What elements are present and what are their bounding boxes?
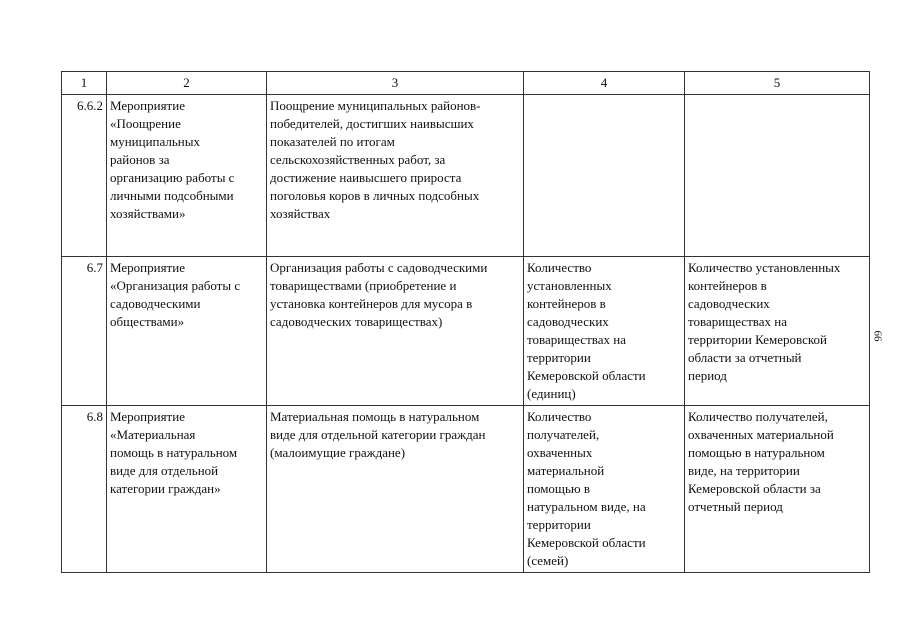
measure-name: Мероприятие «Материальная помощь в натуральном виде для отдельной категории граждан» bbox=[107, 406, 267, 573]
table-row bbox=[62, 95, 870, 257]
header-row bbox=[62, 72, 870, 95]
header-col-1: 1 bbox=[62, 72, 107, 95]
header-col-2: 2 bbox=[107, 72, 267, 95]
table-row bbox=[62, 257, 870, 406]
measure-description: Организация работы с садоводческими товариществами (приобретение и установка контейнеров для мусора в садоводческих товариществах) bbox=[267, 257, 524, 406]
page-number: 66 bbox=[871, 330, 884, 342]
indicator-method: Количество установленных контейнеров в садоводческих товариществах на территории Кемеровской области за отчетный период bbox=[685, 257, 870, 406]
indicator-name bbox=[524, 95, 685, 257]
indicator-name: Количество установленных контейнеров в садоводческих товариществах на территории Кемеровской области (единиц) bbox=[524, 257, 685, 406]
header-col-5: 5 bbox=[685, 72, 870, 95]
row-number: 6.7 bbox=[62, 257, 107, 406]
header-col-3: 3 bbox=[267, 72, 524, 95]
header-col-4: 4 bbox=[524, 72, 685, 95]
indicator-name: Количество получателей, охваченных материальной помощью в натуральном виде, на территории Кемеровской области (семей) bbox=[524, 406, 685, 573]
measure-description: Поощрение муниципальных районов- победителей, достигших наивысших показателей по итогам сельскохозяйственных работ, за достижение наивысшего прироста поголовья коров в личных подсобных хозяйствах bbox=[267, 95, 524, 257]
measure-description: Материальная помощь в натуральном виде для отдельной категории граждан (малоимущие граждане) bbox=[267, 406, 524, 573]
program-table bbox=[61, 71, 870, 573]
table-row bbox=[62, 406, 870, 573]
row-number: 6.8 bbox=[62, 406, 107, 573]
indicator-method bbox=[685, 95, 870, 257]
row-number: 6.6.2 bbox=[62, 95, 107, 257]
measure-name: Мероприятие «Организация работы с садоводческими обществами» bbox=[107, 257, 267, 406]
measure-name: Мероприятие «Поощрение муниципальных районов за организацию работы с личными подсобными хозяйствами» bbox=[107, 95, 267, 257]
indicator-method: Количество получателей, охваченных материальной помощью в натуральном виде, на территории Кемеровской области за отчетный период bbox=[685, 406, 870, 573]
